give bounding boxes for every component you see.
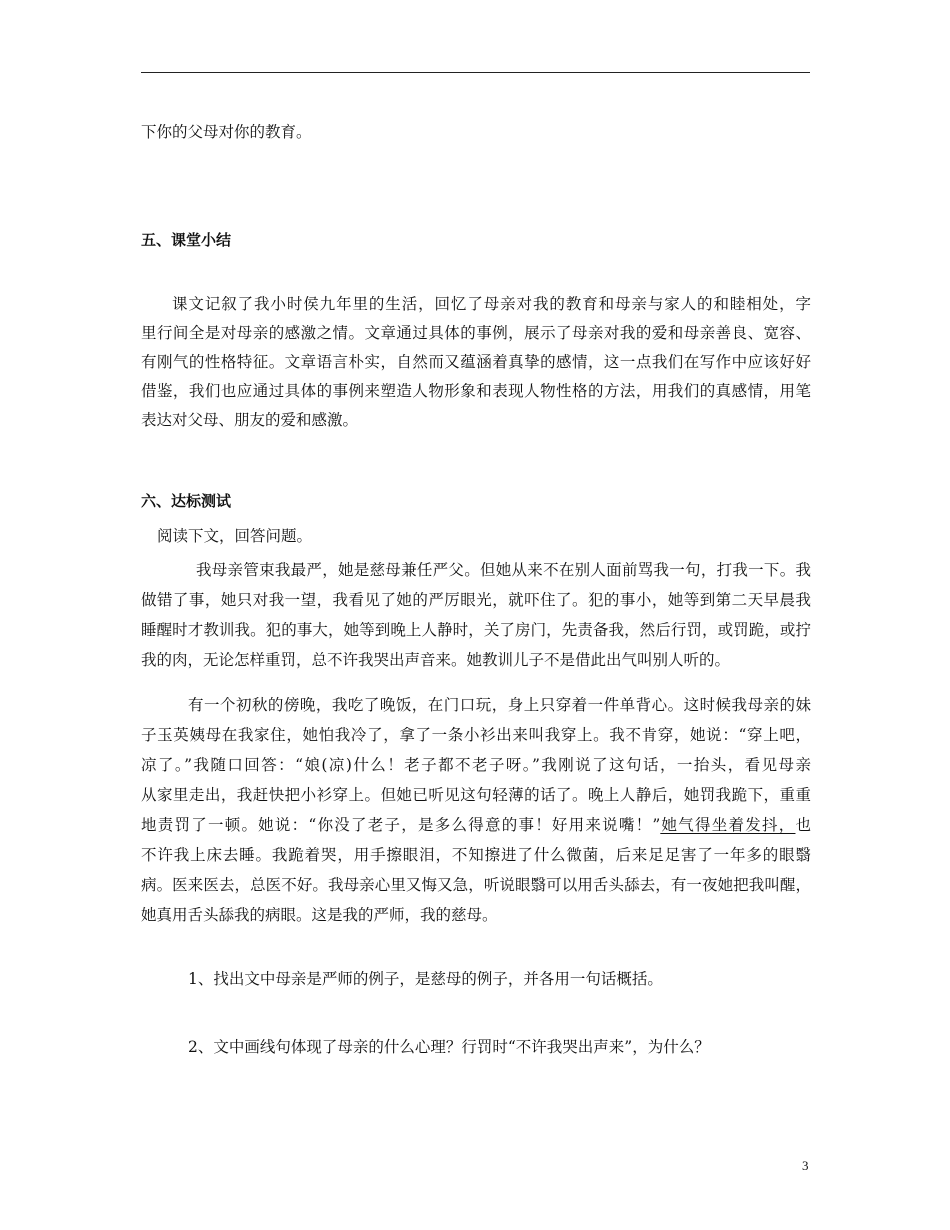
header-rule: [141, 72, 810, 73]
reading-passage-paragraph-1: [141, 555, 811, 675]
section-5-summary: [141, 290, 811, 435]
question-1: 1、找出文中母亲是严师的例子，是慈母的例子，并各用一句话概括。: [188, 970, 663, 988]
passage-line: 她真用舌头舔我的病眼。这是我的严师，我的慈母。: [141, 906, 498, 924]
question-2: 2、文中画线句体现了母亲的什么心理？行罚时“不许我哭出声来”，为什么？: [188, 1038, 710, 1056]
summary-line: 借鉴，我们也应通过具体的事例来塑造人物形象和表现人物性格的方法，用我们的真感情，用笔: [141, 382, 811, 400]
summary-line: 表达对父母、朋友的爱和感激。: [141, 411, 359, 429]
reading-instruction: 阅读下文，回答问题。: [157, 527, 313, 545]
passage-line-with-underline: 地责罚了一顿。她说：“你没了老子，是多么得意的事！好用来说嘴！”她气得坐着发抖，也: [141, 816, 811, 834]
passage-line: 我母亲管束我最严，她是慈母兼任严父。但她从来不在别人面前骂我一句，打我一下。我: [196, 561, 811, 579]
passage-line: 我的肉，无论怎样重罚，总不许我哭出声音来。她教训儿子不是借此出气叫别人听的。: [141, 651, 731, 669]
passage-line: 从家里走出，我赶快把小衫穿上。但她已听见这句轻薄的话了。晚上人静后，她罚我跪下，重重: [141, 786, 811, 804]
passage-line: 病。医来医去，总医不好。我母亲心里又悔又急，听说眼翳可以用舌头舔去，有一夜她把我叫醒，: [141, 876, 811, 894]
passage-line: 不许我上床去睡。我跪着哭，用手擦眼泪，不知擦进了什么微菌，后来足足害了一年多的眼翳: [141, 846, 811, 864]
summary-line: 有刚气的性格特征。文章语言朴实，自然而又蕴涵着真挚的感情，这一点我们在写作中应该好好: [141, 353, 811, 371]
reading-passage-paragraph-2: [141, 690, 811, 930]
passage-line: 睡醒时才教训我。犯的事大，她等到晚上人静时，关了房门，先责备我，然后行罚，或罚跪，或拧: [141, 621, 811, 639]
section-5-heading: 五、课堂小结: [141, 231, 232, 249]
summary-line: 里行间全是对母亲的感激之情。文章通过具体的事例，展示了母亲对我的爱和母亲善良、宽容、: [141, 324, 811, 342]
passage-line: 有一个初秋的傍晚，我吃了晚饭，在门口玩，身上只穿着一件单背心。这时候我母亲的妹: [188, 696, 811, 714]
passage-line: 凉了。”我随口回答：“娘(凉)什么！老子都不老子呀。”我刚说了这句话，一抬头，看见母亲: [141, 756, 811, 774]
passage-line: 子玉英姨母在我家住，她怕我冷了，拿了一条小衫出来叫我穿上。我不肯穿，她说：“穿上吧，: [141, 726, 811, 744]
underlined-sentence: 她气得坐着发抖，: [660, 816, 796, 834]
passage-line: 做错了事，她只对我一望，我看见了她的严厉眼光，就吓住了。犯的事小，她等到第二天早晨我: [141, 591, 811, 609]
page-number: 3: [802, 1158, 809, 1173]
section-6-heading: 六、达标测试: [141, 492, 232, 510]
summary-line: 课文记叙了我小时侯九年里的生活，回忆了母亲对我的教育和母亲与家人的和睦相处，字: [172, 295, 811, 313]
continuation-line: 下你的父母对你的教育。: [141, 123, 312, 141]
